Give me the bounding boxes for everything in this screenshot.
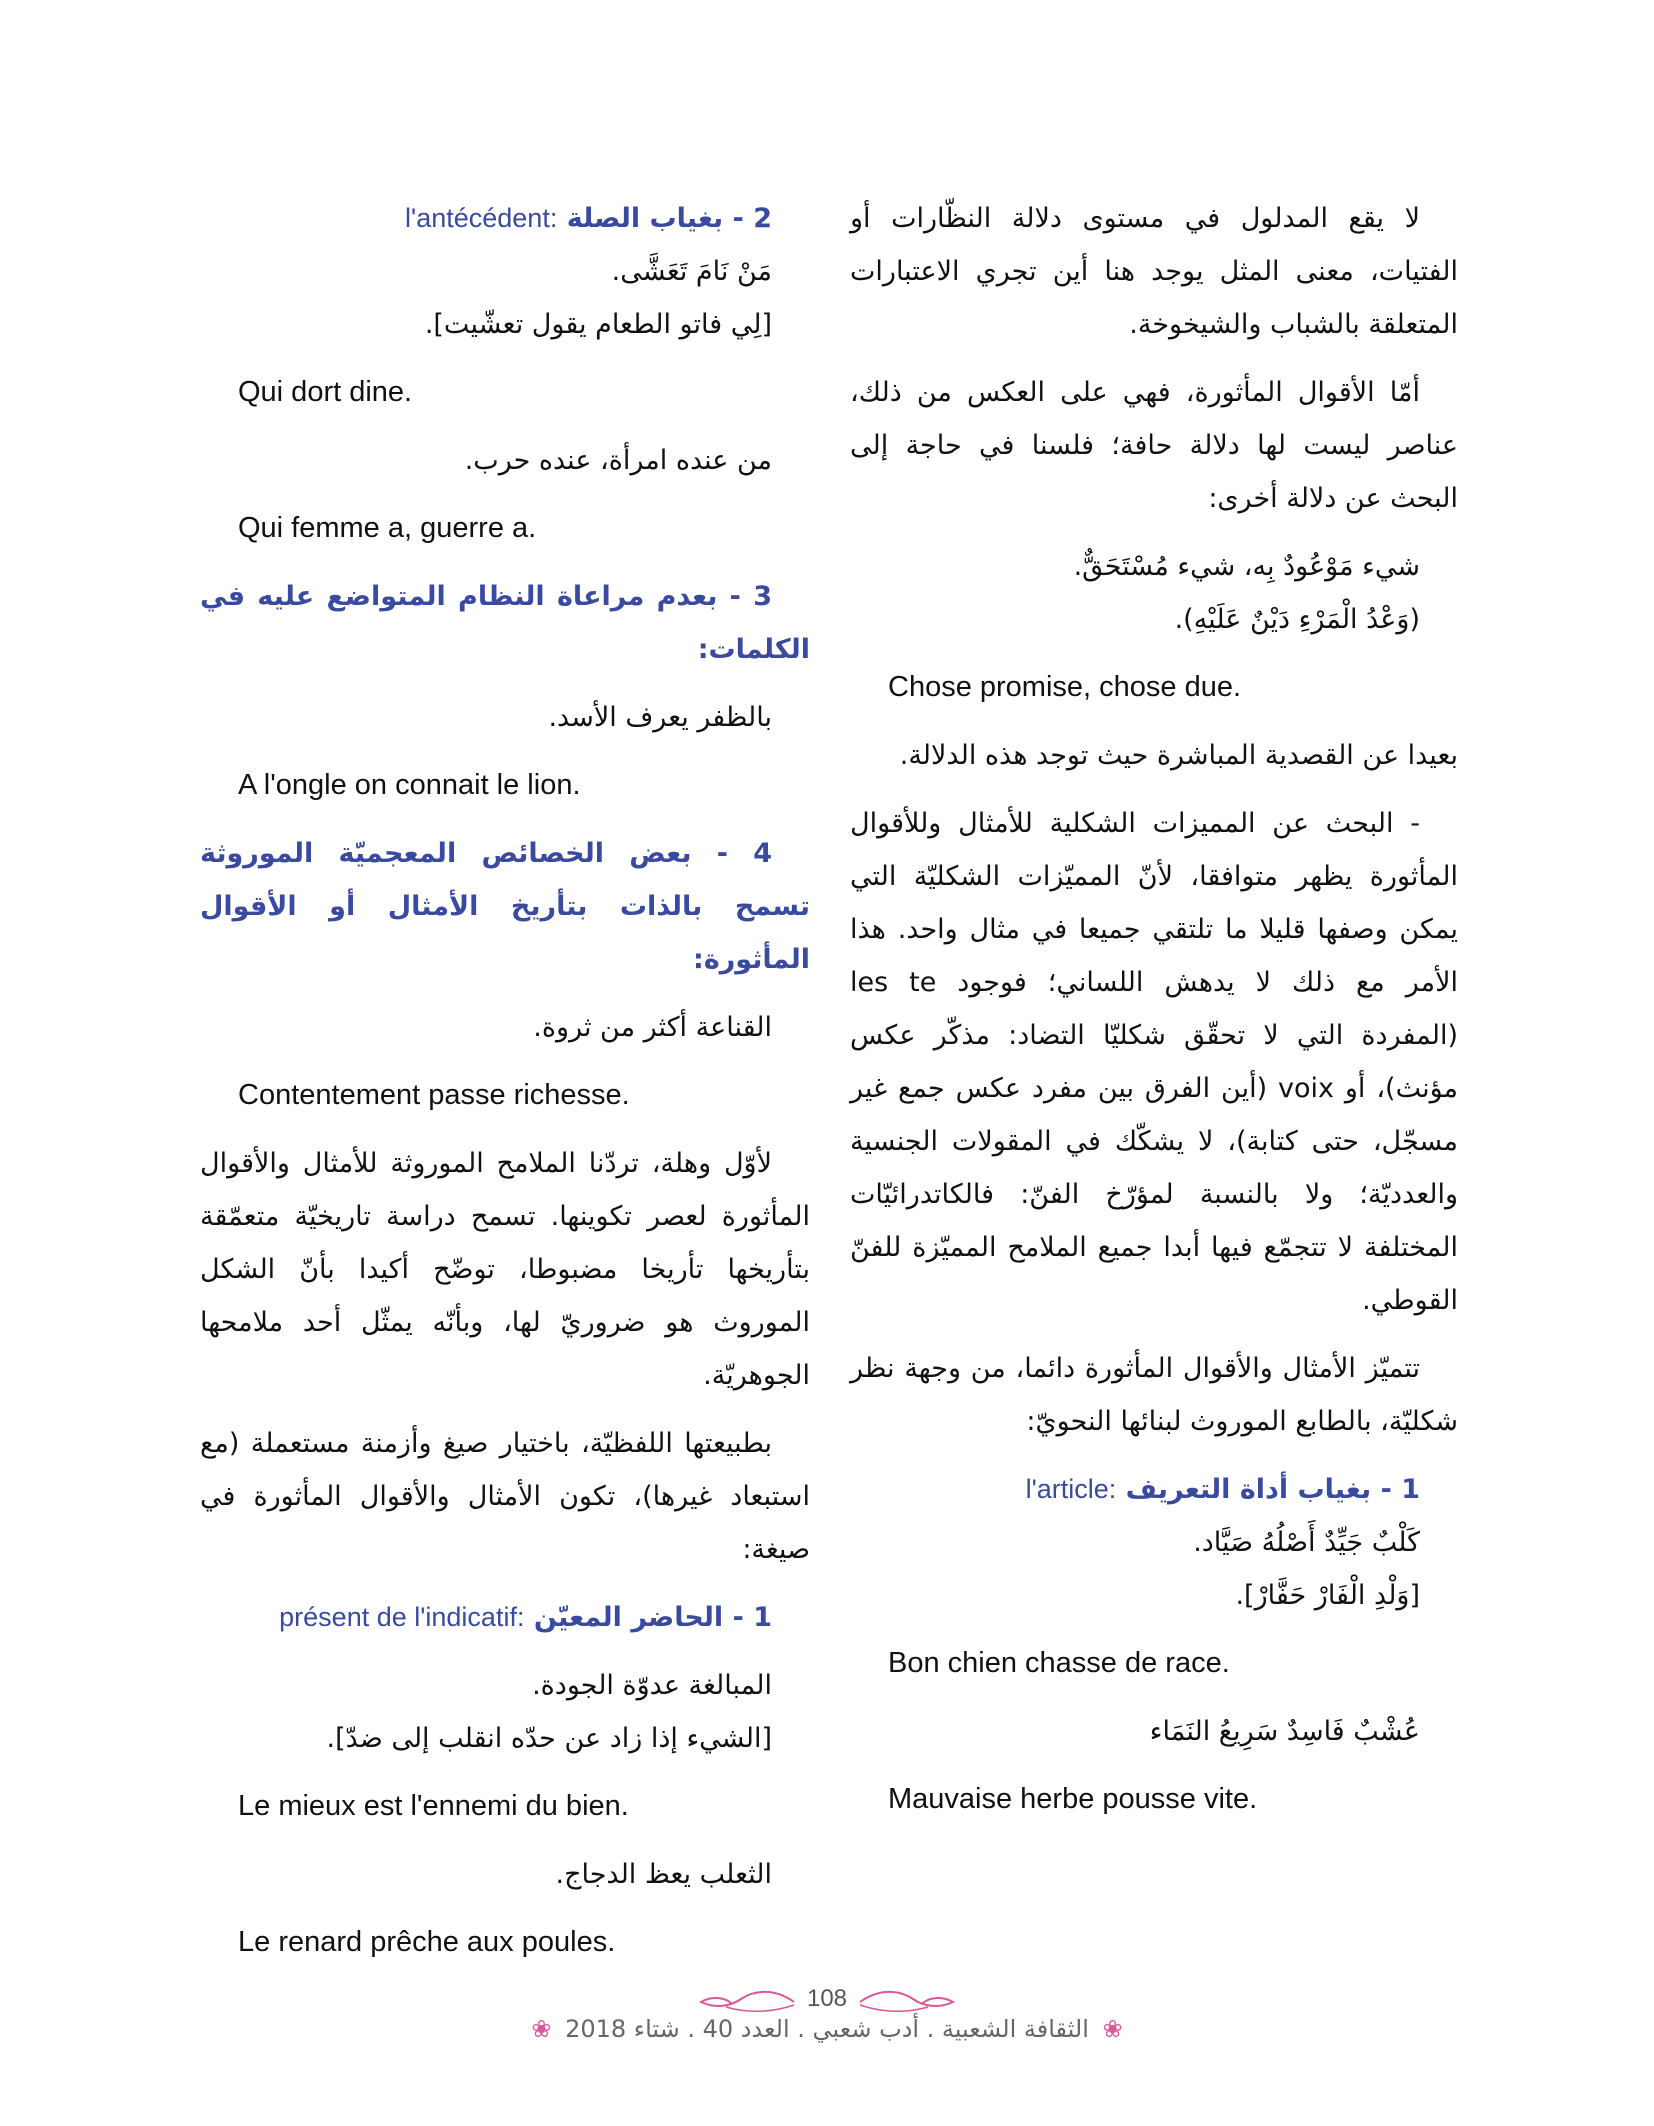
example-arabic: مَنْ نَامَ تَعَشَّى.: [611, 256, 772, 287]
flourish-left-icon: [686, 1987, 796, 2017]
example-arabic: المبالغة عدوّة الجودة.: [532, 1670, 772, 1701]
example-arabic: كَلْبٌ جَيِّدٌ أَصْلُهُ صَيَّاد.: [1193, 1527, 1420, 1558]
example-french: A l'ongle on connait le lion.: [238, 769, 581, 801]
section-heading: 4 - بعض الخصائص المعجميّة الموروثة تسمح بالذات بتأريخ الأمثال أو الأقوال المأثورة:: [200, 838, 810, 975]
example-arabic: (وَعْدُ الْمَرْءِ دَيْنٌ عَلَيْهِ).: [1174, 604, 1420, 635]
example-arabic: من عنده امرأة، عنده حرب.: [464, 445, 772, 476]
section-heading: [200, 1591, 810, 1644]
page-number: 108: [806, 1985, 848, 2012]
paragraph: - البحث عن المميزات الشكلية للأمثال وللأقوال المأثورة يظهر متوافقا، لأنّ المميّزات الشكليّة التي يمكن وصفها قليلا ما تلتقي جميعا في مثال واحد. هذا الأمر مع ذلك لا يدهش اللساني؛ فوجود les te (المفردة التي لا تحقّق شكليّا التضاد: مذكّر عكس مؤنث)، أو voix (أين الفرق بين مفرد عكس جمع غير مسجّل، حتى كتابة)، لا يشكّك في المقولات الجنسية والعدديّة؛ ولا بالنسبة لمؤرّخ الفنّ: فالكاتدرائيّات المختلفة لا تتجمّع فيها أبدا جميع الملامح المميّزة للفنّ القوطي.: [850, 808, 1458, 1316]
example-arabic: [لِي فاتو الطعام يقول تعشّيت].: [424, 309, 772, 340]
left-column: [200, 192, 810, 1969]
journal-footer: [0, 2015, 1654, 2043]
example-arabic: [وَلْدِ الْفَارْ حَفَّارْ].: [1235, 1580, 1420, 1611]
heading-text: 1 - الحاضر المعيّن: [533, 1602, 772, 1633]
page-number-ornament: [0, 1985, 1654, 2017]
section-heading: [200, 192, 810, 245]
paragraph: بطبيعتها اللفظيّة، باختيار صيغ وأزمنة مستعملة (مع استبعاد غيرها)، تكون الأمثال والأقوال المأثورة في صيغة:: [200, 1428, 810, 1565]
example-arabic: القناعة أكثر من ثروة.: [533, 1012, 772, 1043]
example-arabic: [الشيء إذا زاد عن حدّه انقلب إلى ضدّ].: [326, 1723, 772, 1754]
journal-info: الثقافة الشعبية . أدب شعبي . العدد 40 . شتاء 2018: [565, 2015, 1089, 2043]
example-french: Contentement passe richesse.: [238, 1079, 630, 1111]
heading-latin: l'article:: [1025, 1474, 1117, 1504]
right-column: [850, 192, 1458, 1826]
heading-text: 2 - بغياب الصلة: [566, 203, 772, 234]
paragraph: تتميّز الأمثال والأقوال المأثورة دائما، من وجهة نظر شكليّة، بالطابع الموروث لبنائها النحويّ:: [850, 1353, 1458, 1437]
example-french: Le renard prêche aux poules.: [238, 1926, 616, 1958]
example-french: Qui femme a, guerre a.: [238, 512, 537, 544]
example-arabic: الثعلب يعظ الدجاج.: [555, 1859, 772, 1890]
flower-icon: ❀: [531, 2015, 552, 2043]
section-heading: 3 - بعدم مراعاة النظام المتواضع عليه في الكلمات:: [200, 581, 810, 665]
paragraph: لأوّل وهلة، تردّنا الملامح الموروثة للأمثال والأقوال المأثورة لعصر تكوينها. تسمح دراسة تاريخيّة متعمّقة بتأريخها تأريخا مضبوطا، توضّح أكيدا بأنّ الشكل الموروث هو ضروريّ لها، وبأنّه يمثّل أحد ملامحها الجوهريّة.: [200, 1148, 810, 1391]
heading-text: 1 - بغياب أداة التعريف: [1125, 1474, 1420, 1505]
heading-latin: présent de l'indicatif:: [279, 1602, 525, 1632]
example-french: Mauvaise herbe pousse vite.: [888, 1783, 1258, 1815]
example-arabic: بالظفر يعرف الأسد.: [548, 702, 772, 733]
flower-icon: ❀: [1102, 2015, 1123, 2043]
paragraph: لا يقع المدلول في مستوى دلالة النظّارات أو الفتيات، معنى المثل يوجد هنا أين تجري الاعتبارات المتعلقة بالشباب والشيخوخة.: [850, 203, 1458, 340]
example-arabic: شيء مَوْعُودٌ بِه، شيء مُسْتَحَقٌّ.: [1073, 551, 1420, 582]
example-arabic: عُشْبٌ فَاسِدٌ سَرِيعُ النَمَاء: [1149, 1716, 1420, 1747]
paragraph: أمّا الأقوال المأثورة، فهي على العكس من ذلك، عناصر ليست لها دلالة حافة؛ فلسنا في حاجة إلى البحث عن دلالة أخرى:: [850, 377, 1458, 514]
section-heading: [850, 1463, 1458, 1516]
heading-latin: l'antécédent:: [405, 203, 558, 233]
example-french: Qui dort dine.: [238, 376, 413, 408]
example-french: Chose promise, chose due.: [888, 671, 1242, 703]
example-french: Bon chien chasse de race.: [888, 1647, 1230, 1679]
example-french: Le mieux est l'ennemi du bien.: [238, 1790, 629, 1822]
flourish-right-icon: [858, 1987, 968, 2017]
paragraph: بعيدا عن القصدية المباشرة حيث توجد هذه الدلالة.: [899, 740, 1458, 771]
